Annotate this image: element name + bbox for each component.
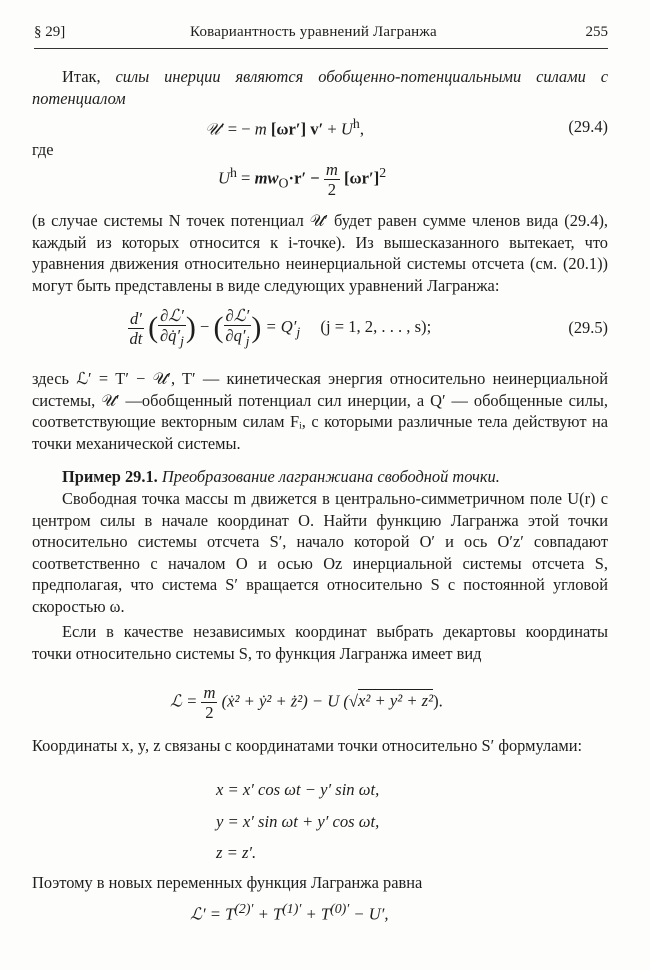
eq-final-tail: − U′, [349,904,389,924]
equation-29-5 [128,306,431,350]
paragraph-5: Координаты x, y, z связаны с координатами точки относительно S′ формулами: [32,736,583,755]
running-header [34,24,608,50]
eq-29-5-rhs-sub: j [296,324,301,340]
eq-29-5-den1 [158,326,186,350]
eq-29-4-comma: , [359,119,364,139]
eq-uh-lhs: U [218,168,230,188]
equation-number-29-5: (29.5) [568,318,608,337]
eq-29-4-equals: = [227,119,238,139]
eq-29-4-uh: U [340,119,353,139]
eq-29-5-den1-text: ∂q̇′ [159,326,181,345]
eq-uh-term2-sup: 2 [379,164,387,180]
eq-l-lhs: ℒ = [170,691,202,711]
eq-29-5-condition: (j = 1, 2, . . . , s); [320,316,432,336]
eq-29-4-mass: m [254,119,267,139]
eq-final-sup-2: (1)′ [282,901,302,916]
eq-l-body: (ẋ² + ẏ² + ż²) − U ( [221,691,349,711]
eq-l-frac-num: m [203,683,216,702]
paragraph-2: (в случае системы N точек потенциал 𝒰′ будет равен сумме членов вида (29.4), каждый из которых относится к i-точке). Из вышесказанного вытекает, что уравнения движения относительно неинерциальной системы отсчета (см. (20.1)) могут быть представлены в виде следующих уравнений Лагранжа: [32,211,608,295]
equation-x: x = x′ cos ωt − y′ sin ωt, [216,780,380,799]
chapter-title: Ковариантность уравнений Лагранжа [190,24,437,40]
eq-uh-term1-tail: ·r′ − [288,168,324,188]
header-rule [34,48,608,49]
eq-29-5-lparen-2: ( [213,311,224,345]
equation-y: y = x′ sin ωt + y′ cos ωt, [216,812,380,831]
example-block [32,466,608,488]
eq-uh-frac-den: 2 [327,180,337,199]
eq-29-5-rparen-2: ) [251,311,262,345]
eq-29-5-den1-sub: j [180,333,184,349]
eq-29-5-den2-text: ∂q′ [225,326,246,345]
intro-emphasis: силы инерции являются обобщенно-потенциальными силами с потенциалом [32,67,608,108]
page-number: 255 [585,24,608,40]
example-label: Пример 29.1. [62,467,158,486]
eq-29-5-rparen-1: ) [185,311,196,345]
equation-uh [218,160,386,199]
eq-29-4-minus: − [241,119,251,139]
equation-29-4 [205,116,364,140]
eq-29-4-bracket: [ωr′] [270,119,307,139]
eq-final-lhs: ℒ′ = T [190,904,235,924]
eq-29-5-lparen-1: ( [148,311,159,345]
where-label: где [32,140,54,159]
eq-uh-lhs-sup: h [229,164,237,180]
equation-final [190,901,389,925]
paragraph-6: Поэтому в новых переменных функция Лагранжа равна [32,873,423,892]
eq-29-5-frac-2 [224,306,252,350]
eq-l-frac-den: 2 [205,703,214,722]
eq-final-sup-1: (2)′ [234,901,254,916]
eq-final-sup-3: (0)′ [330,901,350,916]
equation-lagrangian [170,683,443,722]
eq-l-tail: ). [433,691,443,711]
eq-l-root: √ [348,691,359,711]
eq-uh-equals: = [236,168,255,188]
equation-number-29-4: (29.4) [568,117,608,136]
eq-29-4-plus: + [327,119,337,139]
example-body: Свободная точка массы m движется в центрально-симметричном поле U(r) с центром силы в начале координат O. Найти функцию Лагранжа этой точки относительно системы отсчета S′, начало которой O′ и ось O′z′ совпадают соответственно с началом O и осью Oz инерциальной системы отсчета S, предполагая, что система S′ вращается относительно S с постоянной угловой скоростью ω. [32,489,608,616]
eq-uh-frac-num: m [325,160,338,179]
eq-29-5-d: d′ [130,308,142,328]
intro-lead: Итак, [62,67,101,86]
eq-29-5-num2: ∂ℒ′ [225,306,250,325]
eq-29-5-dt: dt [129,328,143,348]
eq-uh-term1-sub: O [278,175,289,191]
eq-29-4-lhs: 𝒰′ [205,119,224,139]
eq-29-5-rhs: = Q′ [261,316,297,336]
eq-29-5-den2-sub: j [245,333,250,349]
paragraph-3: здесь ℒ′ = T′ − 𝒰′, T′ — кинетическая энергия относительно неинерциальной системы, 𝒰′ —обобщенный потенциал сил инерции, а Q′ — обобщенные силы, соответствующие векторным силам Fᵢ, с которыми различные тела действуют на точки механической системы. [32,369,608,453]
section-ref: § 29] [34,24,66,40]
eq-uh-term1: mw [254,168,279,188]
eq-uh-fraction [324,160,340,199]
equation-z: z = z′. [216,843,257,862]
eq-29-4-uh-sup: h [352,116,360,131]
paragraph-4: Если в качестве независимых координат выбрать декартовы координаты точки относительно системы S, то функция Лагранжа имеет вид [32,622,608,663]
intro-paragraph [32,66,608,109]
example-title: Преобразование лагранжиана свободной точки. [161,467,500,486]
eq-29-5-minus: − [195,316,214,336]
eq-l-fraction [201,683,217,722]
eq-l-radicand: x² + y² + z² [358,691,434,711]
eq-29-5-frac-1 [158,306,186,350]
eq-29-5-d-dt [128,309,144,348]
eq-29-5-den2 [224,326,252,350]
eq-final-term-3: + T [301,904,331,924]
eq-29-5-num1: ∂ℒ′ [160,306,184,325]
eq-29-4-velocity: v′ [310,119,324,139]
eq-uh-term2: [ωr′] [344,168,380,188]
eq-final-term-2: + T [253,904,283,924]
